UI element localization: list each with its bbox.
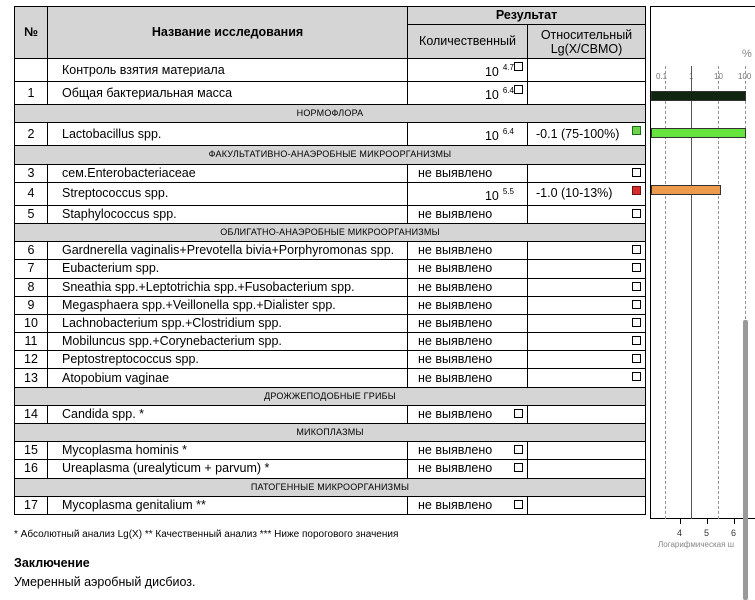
row-num: 13 bbox=[15, 369, 48, 387]
section-row bbox=[15, 105, 646, 123]
row-name: Streptococcus spp. bbox=[48, 182, 408, 205]
col-num-header: № bbox=[15, 7, 48, 59]
axis-caption: Логарифмическая ш bbox=[658, 540, 735, 549]
row-qty: не выявлено bbox=[408, 369, 528, 387]
row-rel bbox=[528, 333, 646, 351]
row-num: 15 bbox=[15, 442, 48, 460]
flag-checkbox bbox=[514, 85, 523, 94]
relative-header-line1: Относительный bbox=[540, 27, 633, 42]
row-qty bbox=[408, 59, 528, 82]
row-name: Eubacterium spp. bbox=[48, 260, 408, 278]
row-num: 8 bbox=[15, 278, 48, 296]
flag-checkbox bbox=[514, 62, 523, 71]
table-row bbox=[15, 351, 646, 369]
col-result-header: Результат bbox=[408, 7, 646, 25]
row-rel bbox=[528, 260, 646, 278]
row-qty bbox=[408, 496, 528, 514]
axis-tick bbox=[707, 519, 708, 524]
power-exp: 6.4 bbox=[502, 127, 514, 137]
row-num: 10 bbox=[15, 314, 48, 332]
axis-label: 4 bbox=[677, 528, 683, 538]
table-row bbox=[15, 333, 646, 351]
chart-bar-streptococcus bbox=[651, 185, 721, 195]
flag-checkbox bbox=[632, 263, 641, 272]
row-qty bbox=[408, 123, 528, 146]
flag-checkbox bbox=[632, 245, 641, 254]
flag-checkbox-low bbox=[632, 186, 641, 195]
flag-checkbox bbox=[514, 463, 523, 472]
row-rel bbox=[528, 182, 646, 205]
section-title: НОРМОФЛОРА bbox=[15, 105, 646, 123]
row-num: 9 bbox=[15, 296, 48, 314]
table-row bbox=[15, 260, 646, 278]
table-row bbox=[15, 59, 646, 82]
power-base: 10 bbox=[484, 129, 499, 144]
row-rel bbox=[528, 82, 646, 105]
row-num: 1 bbox=[15, 82, 48, 105]
row-rel bbox=[528, 242, 646, 260]
section-title: ОБЛИГАТНО-АНАЭРОБНЫЕ МИКРООРГАНИЗМЫ bbox=[15, 223, 646, 241]
chart-bar-total bbox=[651, 91, 746, 101]
table-row bbox=[15, 405, 646, 423]
row-name: Ureaplasma (urealyticum + parvum) * bbox=[48, 460, 408, 478]
row-name: Sneathia spp.+Leptotrichia spp.+Fusobacterium spp. bbox=[48, 278, 408, 296]
row-qty bbox=[408, 182, 528, 205]
row-rel bbox=[528, 351, 646, 369]
row-rel bbox=[528, 405, 646, 423]
row-qty: не выявлено bbox=[408, 164, 528, 182]
results-table bbox=[14, 6, 646, 515]
flag-checkbox bbox=[632, 318, 641, 327]
row-qty bbox=[408, 82, 528, 105]
row-name: Контроль взятия материала bbox=[48, 59, 408, 82]
table-row bbox=[15, 205, 646, 223]
row-num: 11 bbox=[15, 333, 48, 351]
row-num: 12 bbox=[15, 351, 48, 369]
section-title: ДРОЖЖЕПОДОБНЫЕ ГРИБЫ bbox=[15, 387, 646, 405]
row-num: 4 bbox=[15, 182, 48, 205]
power-exp: 6.4 bbox=[502, 86, 514, 96]
section-row bbox=[15, 424, 646, 442]
table-row bbox=[15, 164, 646, 182]
row-rel bbox=[528, 369, 646, 387]
row-qty: не выявлено bbox=[408, 351, 528, 369]
power-base: 10 bbox=[484, 188, 499, 203]
flag-checkbox bbox=[632, 209, 641, 218]
row-rel bbox=[528, 460, 646, 478]
power-base: 10 bbox=[484, 65, 499, 80]
col-relative-header bbox=[528, 25, 646, 59]
tick-label: 10 bbox=[714, 72, 723, 81]
row-qty bbox=[408, 405, 528, 423]
table-row bbox=[15, 460, 646, 478]
table-row bbox=[15, 82, 646, 105]
row-rel bbox=[528, 496, 646, 514]
row-num: 17 bbox=[15, 496, 48, 514]
row-qty: не выявлено bbox=[408, 278, 528, 296]
table-row bbox=[15, 278, 646, 296]
section-row bbox=[15, 223, 646, 241]
power-exp: 4.7 bbox=[502, 63, 514, 73]
tick-label: 1 bbox=[689, 72, 694, 81]
section-row bbox=[15, 146, 646, 164]
row-rel bbox=[528, 278, 646, 296]
table-row bbox=[15, 296, 646, 314]
row-name: Megasphaera spp.+Veillonella spp.+Dialister spp. bbox=[48, 296, 408, 314]
row-rel bbox=[528, 164, 646, 182]
row-num: 7 bbox=[15, 260, 48, 278]
power-base: 10 bbox=[484, 88, 499, 103]
section-row bbox=[15, 387, 646, 405]
percent-label: % bbox=[742, 48, 752, 60]
row-name: Общая бактериальная масса bbox=[48, 82, 408, 105]
section-title: ПАТОГЕННЫЕ МИКРООРГАНИЗМЫ bbox=[15, 478, 646, 496]
row-rel bbox=[528, 296, 646, 314]
row-name: сем.Enterobacteriaceae bbox=[48, 164, 408, 182]
section-row bbox=[15, 478, 646, 496]
col-quantitative-header: Количественный bbox=[408, 25, 528, 59]
row-rel bbox=[528, 205, 646, 223]
row-name: Atopobium vaginae bbox=[48, 369, 408, 387]
row-num: 14 bbox=[15, 405, 48, 423]
row-num: 2 bbox=[15, 123, 48, 146]
qty-text: не выявлено bbox=[418, 406, 493, 421]
row-qty: не выявлено bbox=[408, 314, 528, 332]
row-rel bbox=[528, 59, 646, 82]
axis-tick bbox=[734, 519, 735, 524]
flag-checkbox bbox=[632, 336, 641, 345]
row-num: 6 bbox=[15, 242, 48, 260]
row-num: 3 bbox=[15, 164, 48, 182]
footnote: * Абсолютный анализ Lg(X) ** Качественный анализ *** Ниже порогового значения bbox=[14, 529, 399, 540]
row-num: 16 bbox=[15, 460, 48, 478]
power-exp: 5.5 bbox=[502, 186, 514, 196]
scrollbar-thumb[interactable] bbox=[743, 320, 748, 600]
table-row bbox=[15, 123, 646, 146]
row-num: 5 bbox=[15, 205, 48, 223]
row-name: Mycoplasma genitalium ** bbox=[48, 496, 408, 514]
conclusion-text: Умеренный аэробный дисбиоз. bbox=[14, 575, 196, 589]
row-rel bbox=[528, 442, 646, 460]
row-qty: не выявлено bbox=[408, 296, 528, 314]
table-row bbox=[15, 182, 646, 205]
flag-checkbox bbox=[514, 500, 523, 509]
table-row bbox=[15, 242, 646, 260]
row-rel bbox=[528, 123, 646, 146]
flag-checkbox bbox=[632, 300, 641, 309]
row-qty: не выявлено bbox=[408, 242, 528, 260]
qty-text: не выявлено bbox=[418, 461, 493, 476]
row-name: Mobiluncus spp.+Corynebacterium spp. bbox=[48, 333, 408, 351]
tick-label: 100 bbox=[738, 72, 752, 81]
flag-checkbox-high bbox=[632, 126, 641, 135]
flag-checkbox bbox=[514, 445, 523, 454]
section-title: ФАКУЛЬТАТИВНО-АНАЭРОБНЫЕ МИКРООРГАНИЗМЫ bbox=[15, 146, 646, 164]
axis-label: 6 bbox=[731, 528, 737, 538]
table-row bbox=[15, 442, 646, 460]
row-name: Staphylococcus spp. bbox=[48, 205, 408, 223]
flag-checkbox bbox=[632, 354, 641, 363]
axis-tick bbox=[680, 519, 681, 524]
flag-checkbox bbox=[632, 372, 641, 381]
conclusion-title: Заключение bbox=[14, 556, 90, 570]
flag-checkbox bbox=[632, 168, 641, 177]
row-qty bbox=[408, 442, 528, 460]
flag-checkbox bbox=[514, 409, 523, 418]
row-qty: не выявлено bbox=[408, 333, 528, 351]
row-qty: не выявлено bbox=[408, 260, 528, 278]
row-name: Mycoplasma hominis * bbox=[48, 442, 408, 460]
table-row bbox=[15, 496, 646, 514]
row-name: Lachnobacterium spp.+Clostridium spp. bbox=[48, 314, 408, 332]
table-row bbox=[15, 369, 646, 387]
col-name-header: Название исследования bbox=[48, 7, 408, 59]
row-num bbox=[15, 59, 48, 82]
chart-bar-lactobacillus bbox=[651, 128, 746, 138]
row-name: Gardnerella vaginalis+Prevotella bivia+Porphyromonas spp. bbox=[48, 242, 408, 260]
relative-value: -0.1 (75-100%) bbox=[536, 126, 620, 141]
flag-checkbox bbox=[632, 282, 641, 291]
relative-header-line2: Lg(X/СВМО) bbox=[550, 41, 623, 56]
relative-value: -1.0 (10-13%) bbox=[536, 186, 613, 201]
row-qty bbox=[408, 460, 528, 478]
tick-label: 0.1 bbox=[656, 72, 668, 81]
row-name: Lactobacillus spp. bbox=[48, 123, 408, 146]
row-qty: не выявлено bbox=[408, 205, 528, 223]
row-name: Candida spp. * bbox=[48, 405, 408, 423]
row-name: Peptostreptococcus spp. bbox=[48, 351, 408, 369]
section-title: МИКОПЛАЗМЫ bbox=[15, 424, 646, 442]
qty-text: не выявлено bbox=[418, 443, 493, 458]
row-rel bbox=[528, 314, 646, 332]
table-row bbox=[15, 314, 646, 332]
axis-label: 5 bbox=[704, 528, 710, 538]
qty-text: не выявлено bbox=[418, 497, 493, 512]
